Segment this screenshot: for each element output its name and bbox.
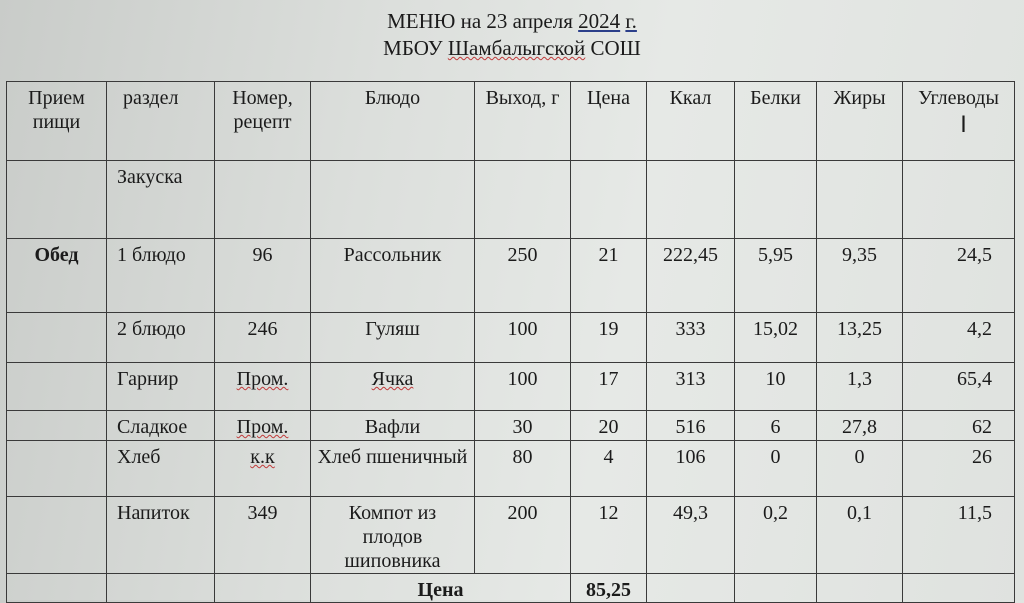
cell-protein: 5,95: [735, 239, 817, 313]
cell-dish: [311, 161, 475, 239]
cell-recipe: к.к: [215, 441, 311, 497]
cell-kcal: 516: [647, 411, 735, 441]
col-header-fat: Жиры: [817, 82, 903, 161]
table-cell: [817, 574, 903, 603]
cell-carbs: 24,5: [903, 239, 1015, 313]
table-cell: [215, 574, 311, 603]
cell-meal: Обед: [7, 239, 107, 313]
col-header-protein: Белки: [735, 82, 817, 161]
cell-carbs: 26: [903, 441, 1015, 497]
table-header-row: [7, 82, 1015, 161]
table-cell: [7, 574, 107, 603]
cell-meal: [7, 313, 107, 363]
cell-meal: [7, 441, 107, 497]
cell-recipe: 349: [215, 497, 311, 574]
col-header-dish: Блюдо: [311, 82, 475, 161]
cell-dish: Гуляш: [311, 313, 475, 363]
cell-fat: 27,8: [817, 411, 903, 441]
col-header-section: раздел: [107, 82, 215, 161]
cell-price: 20: [571, 411, 647, 441]
cell-price: 17: [571, 363, 647, 411]
cell-carbs: 11,5: [903, 497, 1015, 574]
cell-protein: 0,2: [735, 497, 817, 574]
table-row: [7, 313, 1015, 363]
cell-kcal: 333: [647, 313, 735, 363]
cell-carbs: 62: [903, 411, 1015, 441]
cell-fat: 0,1: [817, 497, 903, 574]
table-row: [7, 441, 1015, 497]
cell-section: 2 блюдо: [107, 313, 215, 363]
title-year: 2024: [578, 9, 621, 33]
cell-section: Хлеб: [107, 441, 215, 497]
cell-protein: 6: [735, 411, 817, 441]
cell-kcal: 49,3: [647, 497, 735, 574]
cell-price: [571, 161, 647, 239]
cell-price: 12: [571, 497, 647, 574]
total-label: Цена: [311, 574, 571, 603]
cell-carbs: [903, 161, 1015, 239]
cell-protein: [735, 161, 817, 239]
cell-kcal: 222,45: [647, 239, 735, 313]
cell-meal: [7, 497, 107, 574]
cell-carbs: 65,4: [903, 363, 1015, 411]
cell-recipe: Пром.: [215, 411, 311, 441]
col-header-yield: Выход, г: [475, 82, 571, 161]
cell-meal: [7, 161, 107, 239]
table-row: [7, 161, 1015, 239]
table-row: [7, 239, 1015, 313]
cell-recipe: [215, 161, 311, 239]
cell-protein: 15,02: [735, 313, 817, 363]
cell-recipe: 96: [215, 239, 311, 313]
table-cell: [107, 574, 215, 603]
cell-dish: Ячка: [311, 363, 475, 411]
cell-fat: 13,25: [817, 313, 903, 363]
cell-price: 21: [571, 239, 647, 313]
cell-section: Закуска: [107, 161, 215, 239]
total-row: [7, 574, 1015, 603]
cell-price: 19: [571, 313, 647, 363]
cell-section: Гарнир: [107, 363, 215, 411]
cell-fat: 9,35: [817, 239, 903, 313]
col-header-price: Цена: [571, 82, 647, 161]
cell-meal: [7, 363, 107, 411]
cell-section: Сладкое: [107, 411, 215, 441]
cell-section: Напиток: [107, 497, 215, 574]
cell-yield: 100: [475, 363, 571, 411]
title-suffix: г.: [625, 9, 637, 33]
cell-dish: Вафли: [311, 411, 475, 441]
table-row: [7, 411, 1015, 441]
menu-title: МЕНЮ на 23 апреля 2024 г.: [387, 9, 637, 33]
cell-dish: Рассольник: [311, 239, 475, 313]
cell-yield: 200: [475, 497, 571, 574]
col-header-kcal: Ккал: [647, 82, 735, 161]
cell-yield: 250: [475, 239, 571, 313]
cell-yield: [475, 161, 571, 239]
cell-kcal: 313: [647, 363, 735, 411]
table-cell: [903, 574, 1015, 603]
total-value: 85,25: [571, 574, 647, 603]
cell-fat: 1,3: [817, 363, 903, 411]
document-header: [0, 8, 1024, 62]
school-name: МБОУ Шамбалыгской СОШ: [383, 36, 641, 60]
col-header-meal: Прием пищи: [7, 82, 107, 161]
cell-kcal: 106: [647, 441, 735, 497]
table-body: [7, 161, 1015, 574]
cell-section: 1 блюдо: [107, 239, 215, 313]
menu-table: [6, 81, 1015, 603]
cell-meal: [7, 411, 107, 441]
cell-protein: 0: [735, 441, 817, 497]
cell-dish: Хлеб пшеничный: [311, 441, 475, 497]
table-row: [7, 363, 1015, 411]
cell-price: 4: [571, 441, 647, 497]
cell-dish: Компот из плодов шиповника: [311, 497, 475, 574]
cell-protein: 10: [735, 363, 817, 411]
table-cell: [647, 574, 735, 603]
cell-kcal: [647, 161, 735, 239]
text-cursor-icon: I: [960, 113, 967, 138]
table-row: [7, 497, 1015, 574]
table-cell: [735, 574, 817, 603]
col-header-carbs: Углеводы I: [903, 82, 1015, 161]
col-header-recipe: Номер, рецепт: [215, 82, 311, 161]
cell-recipe: Пром.: [215, 363, 311, 411]
cell-yield: 30: [475, 411, 571, 441]
cell-yield: 80: [475, 441, 571, 497]
cell-recipe: 246: [215, 313, 311, 363]
cell-fat: 0: [817, 441, 903, 497]
cell-yield: 100: [475, 313, 571, 363]
cell-fat: [817, 161, 903, 239]
cell-carbs: 4,2: [903, 313, 1015, 363]
